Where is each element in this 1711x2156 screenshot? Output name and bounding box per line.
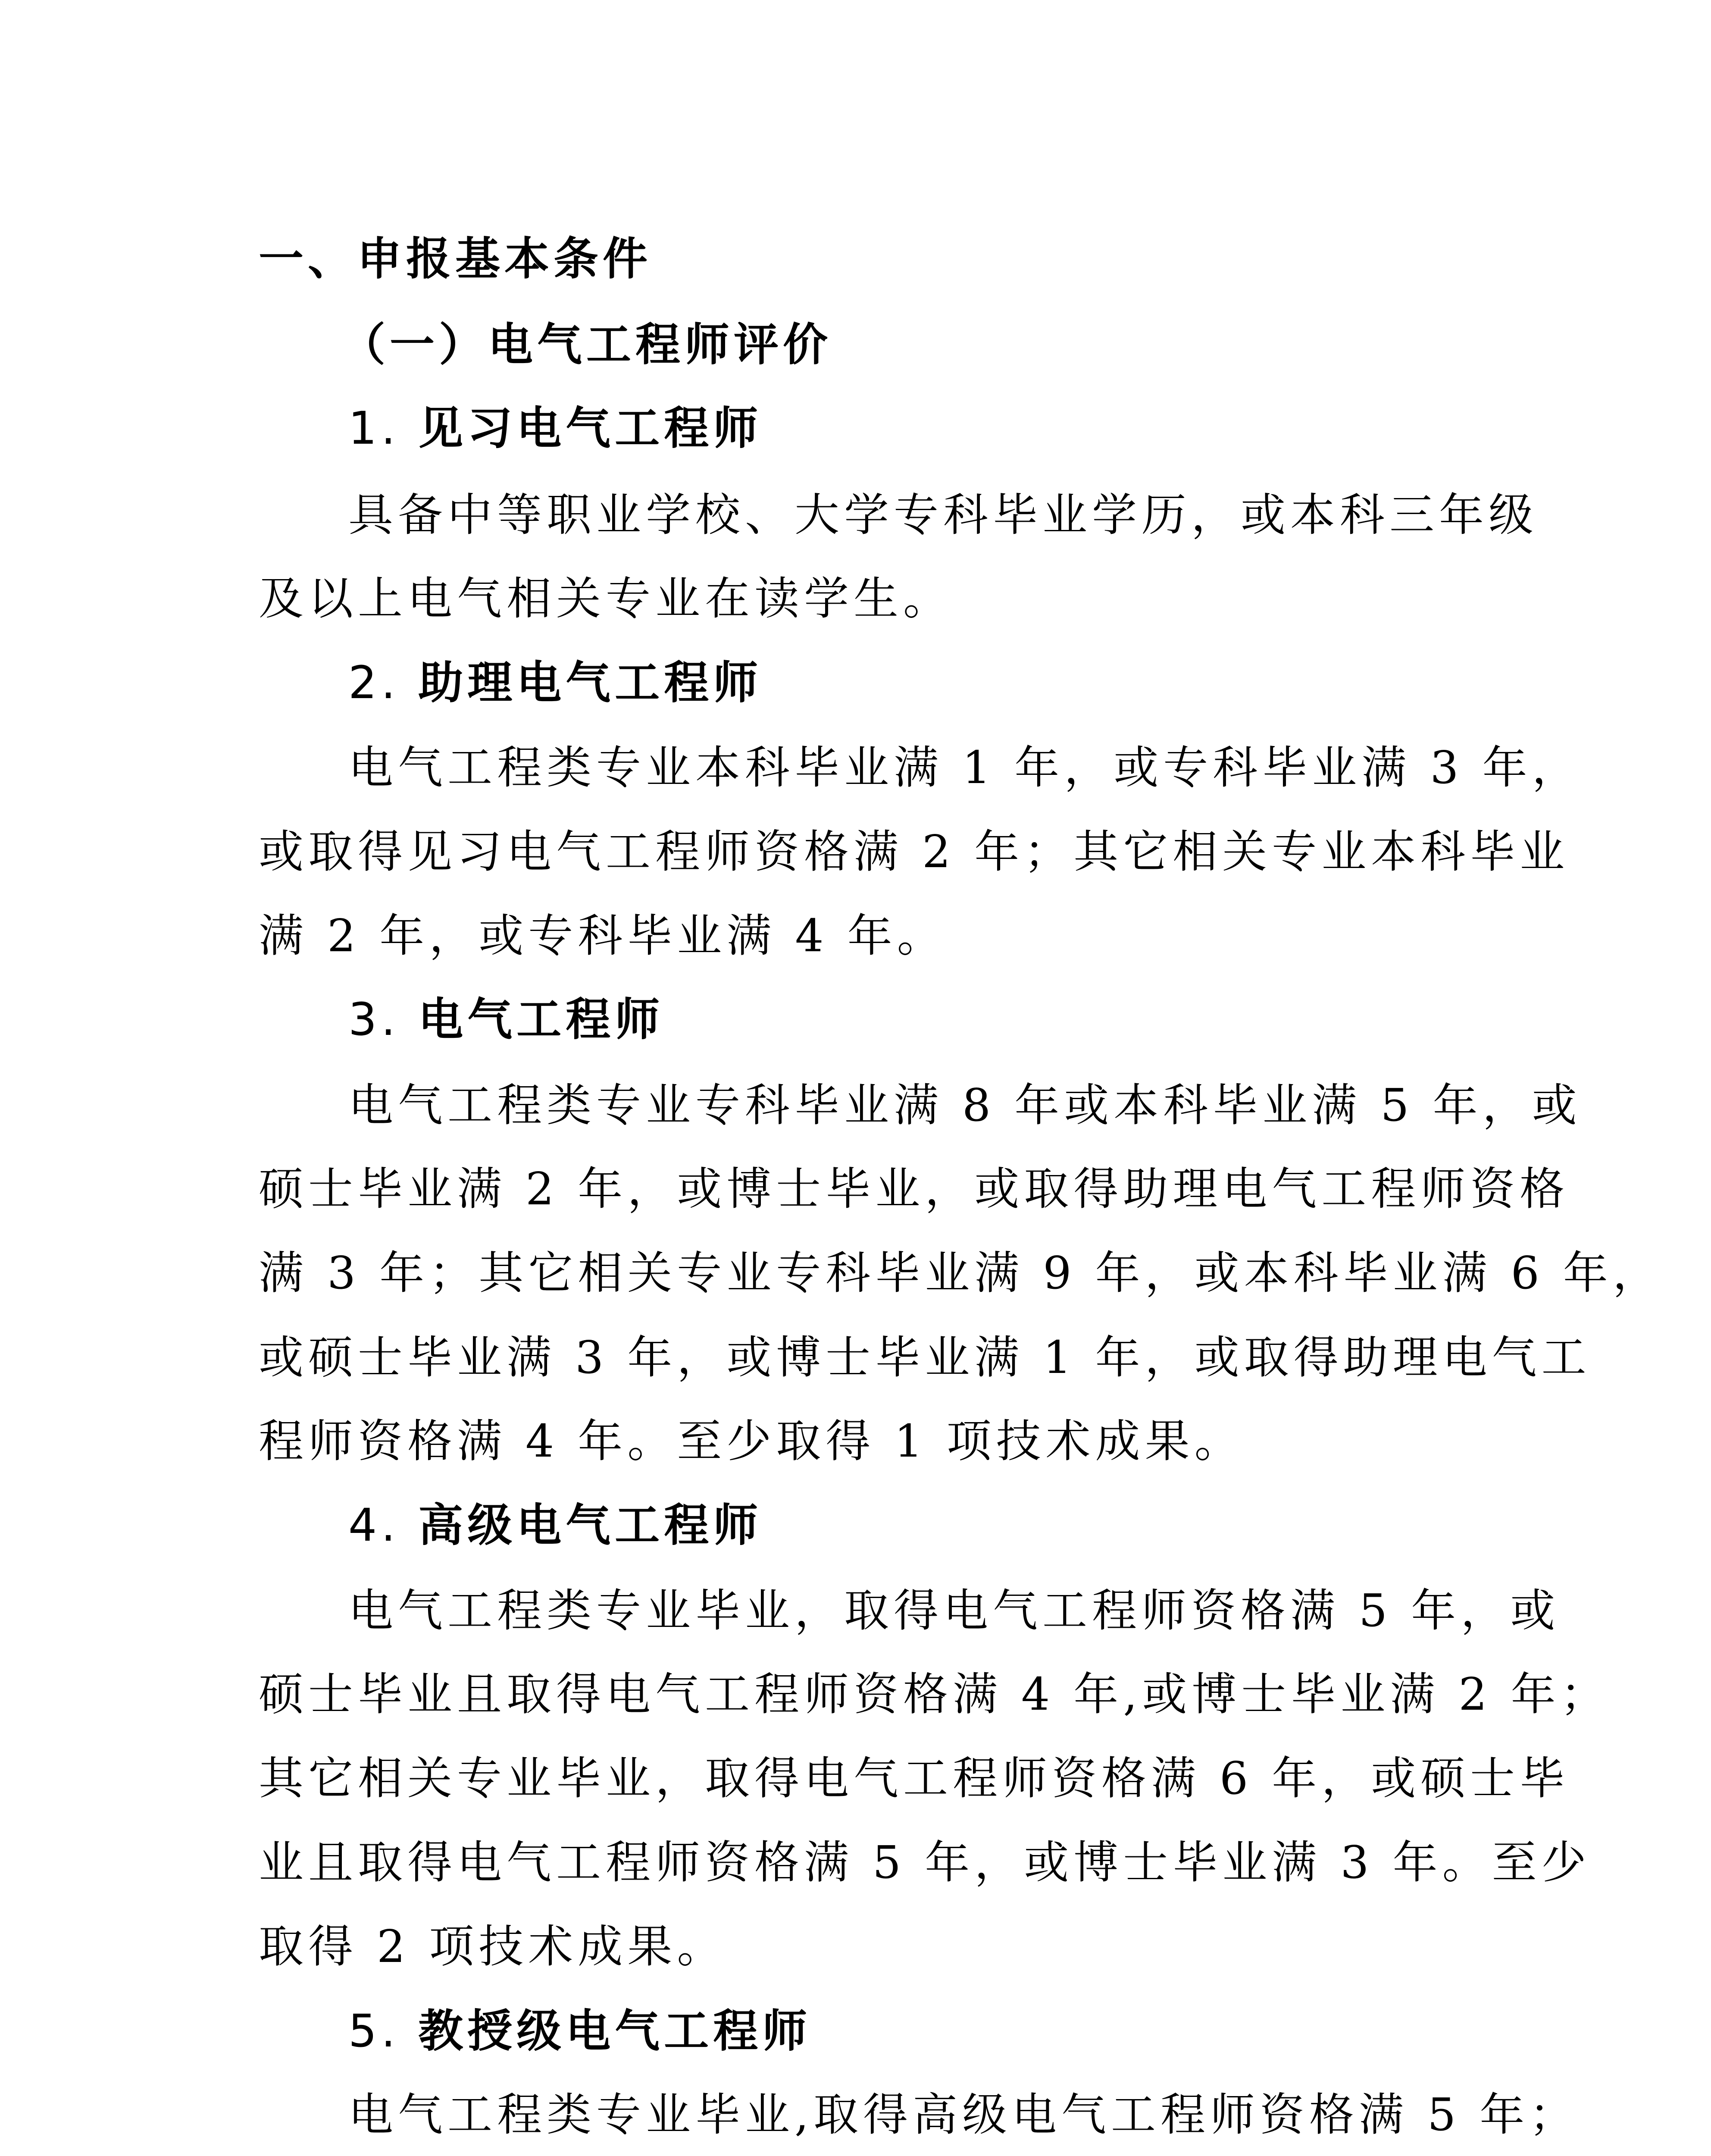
item-number: 3.: [348, 993, 400, 1046]
item-number: 4.: [348, 1499, 400, 1551]
item-title: 高级电气工程师: [418, 1499, 763, 1551]
item-heading-5: [348, 2005, 812, 2057]
paragraph-line: 或硕士毕业满 3 年，或博士毕业满 1 年，或取得助理电气工: [259, 1331, 1591, 1384]
item-number: 5.: [348, 2005, 400, 2057]
item-heading-1: [348, 402, 763, 454]
paragraph-line: 业且取得电气工程师资格满 5 年，或博士毕业满 3 年。至少: [259, 1836, 1591, 1889]
item-title: 见习电气工程师: [418, 402, 763, 454]
paragraph-line: 满 2 年，或专科毕业满 4 年。: [259, 909, 947, 962]
paragraph-line: 硕士毕业满 2 年，或博士毕业，或取得助理电气工程师资格: [259, 1163, 1570, 1215]
item-title: 教授级电气工程师: [418, 2005, 812, 2057]
section-heading: 一、申报基本条件: [259, 232, 652, 285]
item-title: 助理电气工程师: [418, 656, 763, 709]
paragraph-line: 电气工程类专业专科毕业满 8 年或本科毕业满 5 年，或: [348, 1079, 1582, 1131]
item-heading-4: [348, 1499, 763, 1551]
subsection-heading: （一）电气工程师评价: [341, 318, 832, 371]
paragraph-line: 硕士毕业且取得电气工程师资格满 4 年,或博士毕业满 2 年；: [259, 1668, 1610, 1720]
item-title: 电气工程师: [418, 993, 664, 1046]
paragraph-line: 及以上电气相关专业在读学生。: [259, 572, 953, 625]
item-heading-3: [348, 993, 664, 1046]
paragraph-line: 或取得见习电气工程师资格满 2 年；其它相关专业本科毕业: [259, 825, 1570, 878]
paragraph-line: 电气工程类专业毕业，取得电气工程师资格满 5 年，或: [348, 1584, 1560, 1637]
paragraph-line: 具备中等职业学校、大学专科毕业学历，或本科三年级: [348, 489, 1539, 541]
paragraph-line: 电气工程类专业本科毕业满 1 年，或专科毕业满 3 年，: [348, 741, 1582, 794]
item-number: 1.: [348, 402, 400, 454]
paragraph-line: 取得 2 项技术成果。: [259, 1920, 727, 1973]
paragraph-line: 电气工程类专业毕业,取得高级电气工程师资格满 5 年；: [348, 2088, 1579, 2141]
item-heading-2: [348, 656, 763, 709]
paragraph-line: 程师资格满 4 年。至少取得 1 项技术成果。: [259, 1415, 1244, 1467]
paragraph-line: 其它相关专业毕业，取得电气工程师资格满 6 年，或硕士毕: [259, 1752, 1570, 1805]
paragraph-line: 满 3 年；其它相关专业专科毕业满 9 年，或本科毕业满 6 年，: [259, 1247, 1662, 1299]
item-number: 2.: [348, 656, 400, 709]
